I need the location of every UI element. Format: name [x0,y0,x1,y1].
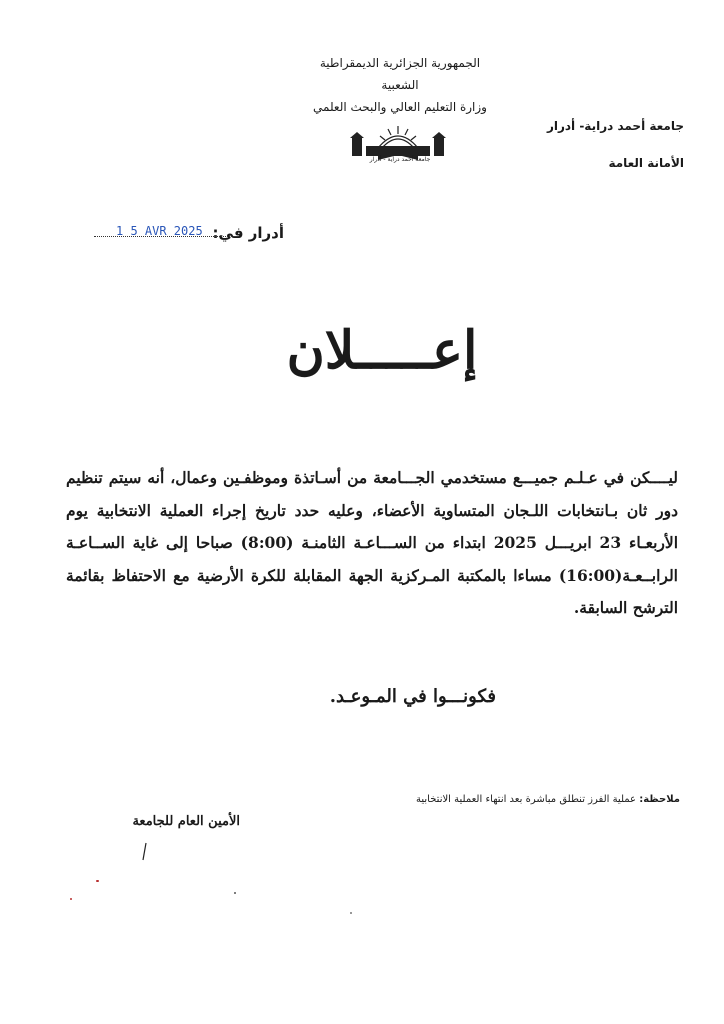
ministry-name: وزارة التعليم العالي والبحث العلمي [313,100,487,114]
note-label: ملاحظة: [639,794,680,805]
logo-caption: جامعة أحمد دراية - أدرار [369,156,431,163]
date-label: أدرار في: [212,224,284,242]
note [380,794,680,805]
note-text: عملية الفرز تنطلق مباشرة بعد انتهاء العملية الانتخابية [416,794,637,805]
republic-name: الجمهورية الجزائرية الديمقراطية الشعبية [319,56,481,92]
date-line [92,222,292,248]
scan-speck [350,912,352,914]
republic-header [300,52,500,118]
scan-speck [70,898,72,900]
signature-title: الأمين العام للجامعة [132,814,240,829]
signature-mark-icon [140,842,150,862]
announcement-title: إعـــــلان [286,320,478,381]
scan-speck [234,892,236,894]
scan-speck [96,880,99,882]
announcement-body: ليــــكن في عـلـم جميـــع مستخدمي الجـــامعة من أسـاتذة وموظفـين وعمال، أنه سيتم تنظيم دور ثان بـانتخابات اللـجان المتساوية الأعضاء، وعليه حدد تاريخ إجراء العملية الانتخابية يوم الأربعـاء 23 ابريـــل 2025 ابتداء من الســـاعـة الثامنـة (8:00) صباحا إلى غاية الســاعـة الرابــعـة(16:00) مساءا بالمكتبة المـركزية الجهة المقابلة للكرة الأرضية مع الاحتفاظ بقائمة الترشح السابقة. [66,468,679,617]
university-name: جامعة أحمد دراية- أدرار [546,119,684,133]
closing-line: فكونـــوا في المـوعـد. [329,686,496,707]
date-stamp: 1 5 AVR 2025 [116,224,203,238]
secretariat-name: الأمانة العامة [608,156,684,170]
